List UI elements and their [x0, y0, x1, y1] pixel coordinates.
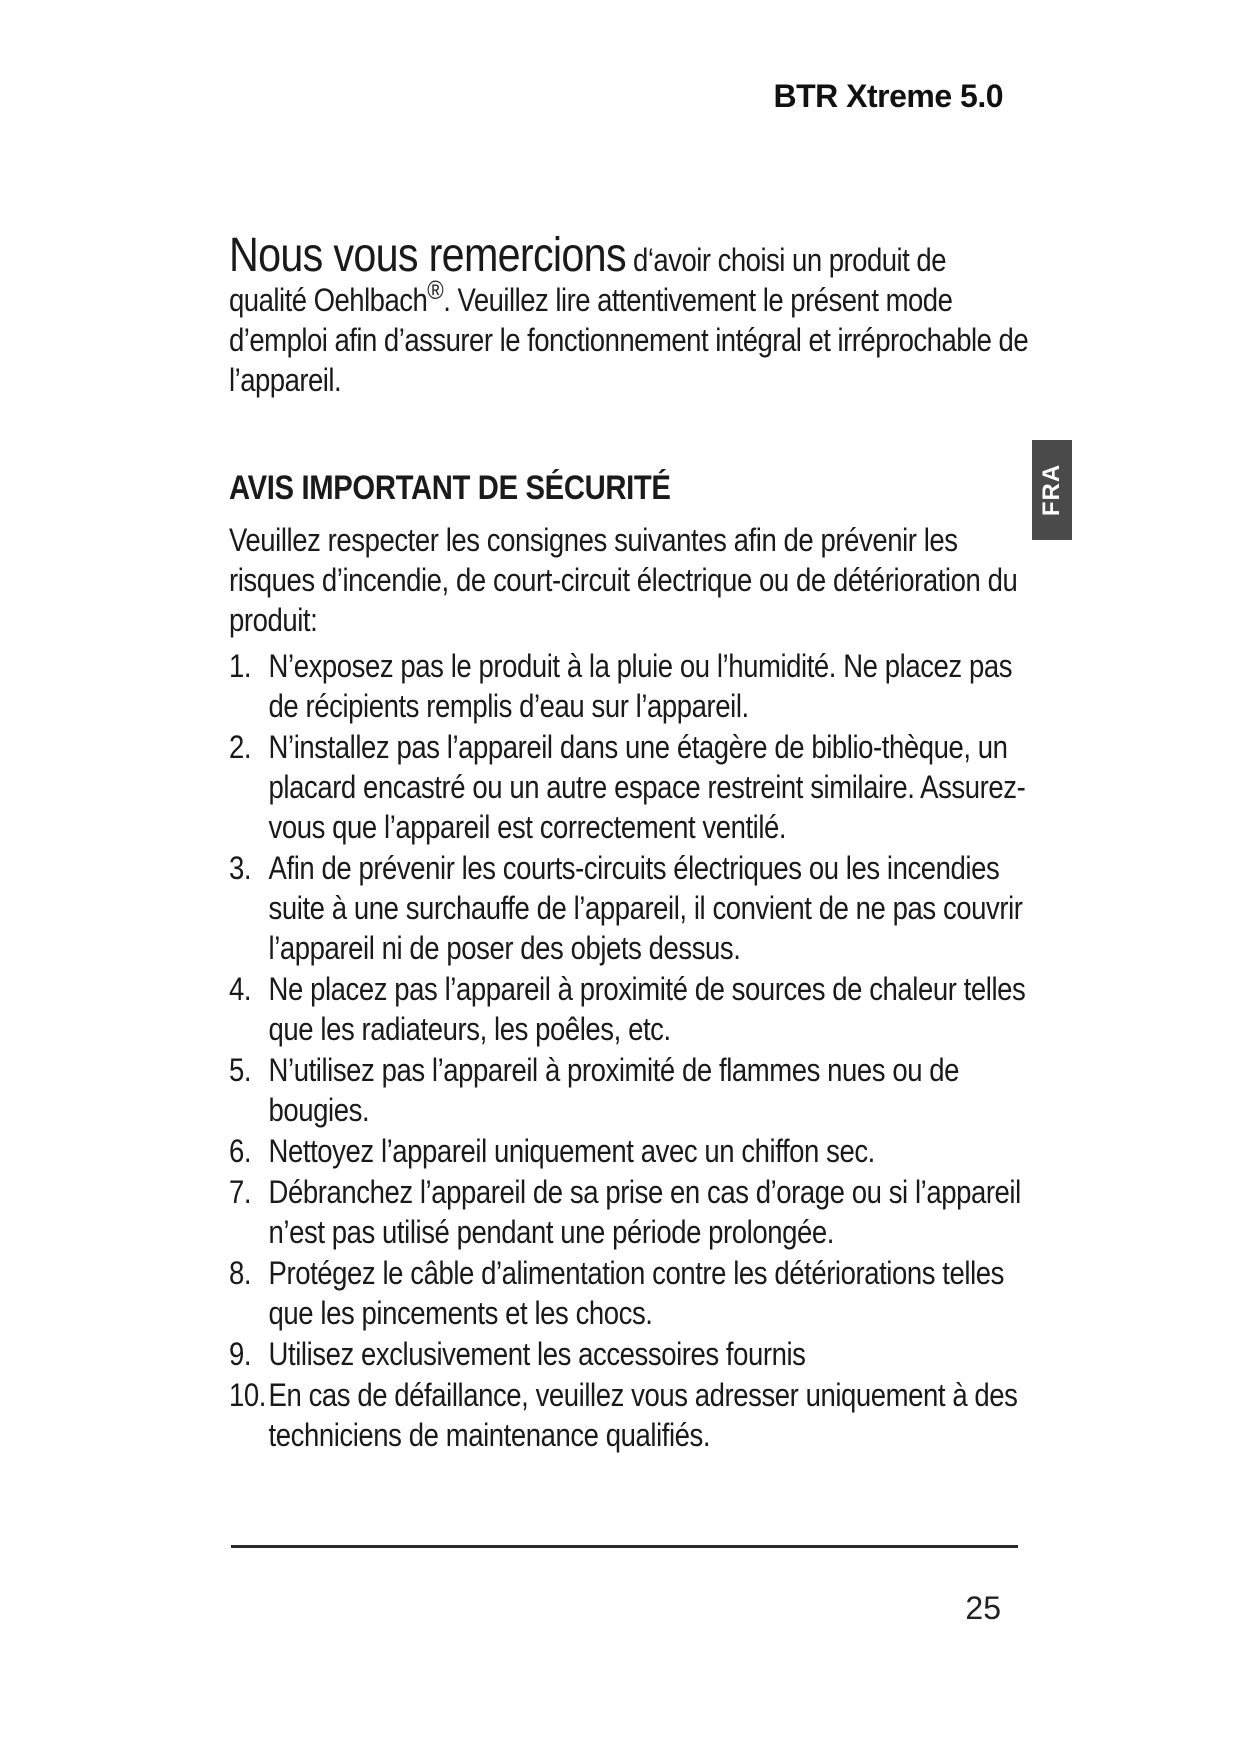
list-item-text: N’utilisez pas l’appareil à proximité de flammes nues ou de bougies. [268, 1052, 960, 1128]
list-item-text: Ne placez pas l’appareil à proximité de sources de chaleur telles que les radiateurs, les poêles, etc. [268, 971, 1026, 1047]
intro-paragraph [229, 229, 1029, 400]
list-item [229, 1131, 1029, 1171]
list-item [229, 646, 1029, 726]
list-item-number: 10. [229, 1377, 266, 1413]
list-item-number: 6. [229, 1133, 252, 1169]
safety-list [229, 646, 1029, 1455]
language-tab [1032, 440, 1072, 540]
list-item-number: 9. [229, 1336, 252, 1372]
list-item-text: En cas de défaillance, veuillez vous adresser uniquement à des techniciens de maintenance qualifiés. [268, 1377, 1018, 1453]
list-item [229, 969, 1029, 1049]
safety-section [229, 466, 1029, 1456]
list-item [229, 1253, 1029, 1333]
list-item-text: N’installez pas l’appareil dans une étagère de biblio-thèque, un placard encastré ou un autre espace restreint similaire. Assurez-vous que l’appareil est correctement ventilé. [268, 729, 1026, 845]
language-tab-label: FRA [1038, 463, 1066, 517]
list-item-number: 2. [229, 729, 252, 765]
list-item-number: 7. [229, 1174, 252, 1210]
list-item-number: 3. [229, 850, 252, 886]
list-item-number: 5. [229, 1052, 252, 1088]
list-item-text: Nettoyez l’appareil uniquement avec un chiffon sec. [268, 1133, 875, 1169]
list-item-text: Protégez le câble d’alimentation contre les détériorations telles que les pincements et les chocs. [268, 1255, 1004, 1331]
list-item-text: Débranchez l’appareil de sa prise en cas d’orage ou si l’appareil n’est pas utilisé pendant une période prolongée. [268, 1174, 1021, 1250]
list-item-text: N’exposez pas le produit à la pluie ou l’humidité. Ne placez pas de récipients remplis d’eau sur l’appareil. [268, 648, 1013, 724]
safety-intro: Veuillez respecter les consignes suivantes afin de prévenir les risques d’incendie, de court-circuit électrique ou de détérioration du produit: [229, 522, 1018, 638]
safety-heading: AVIS IMPORTANT DE SÉCURITÉ [229, 469, 671, 507]
list-item [229, 727, 1029, 847]
list-item-number: 1. [229, 648, 252, 684]
list-item-text: Afin de prévenir les courts-circuits électriques ou les incendies suite à une surchauffe de l’appareil, il convient de ne pas couvrir l’appareil ni de poser des objets dessus. [268, 850, 1023, 966]
list-item [229, 1375, 1029, 1455]
list-item [229, 1050, 1029, 1130]
list-item [229, 1172, 1029, 1252]
list-item [229, 1334, 1029, 1374]
intro-lead: Nous vous remercions [229, 229, 626, 282]
intro-text-part-1: d‘avoir choisi un produit de qualité Oehlbach [229, 242, 946, 318]
footer-divider [231, 1545, 1018, 1548]
list-item-number: 4. [229, 971, 252, 1007]
page-number: 25 [965, 1590, 1001, 1626]
product-title: BTR Xtreme 5.0 [773, 78, 1003, 114]
intro-text-part-2: . Veuillez lire attentivement le présent mode d’emploi afin d’assurer le fonctionnement intégral et irréprochable de l’appareil. [229, 282, 1029, 398]
list-item-number: 8. [229, 1255, 252, 1291]
list-item [229, 848, 1029, 968]
registered-mark: ® [427, 275, 444, 305]
list-item-text: Utilisez exclusivement les accessoires fournis [268, 1336, 806, 1372]
